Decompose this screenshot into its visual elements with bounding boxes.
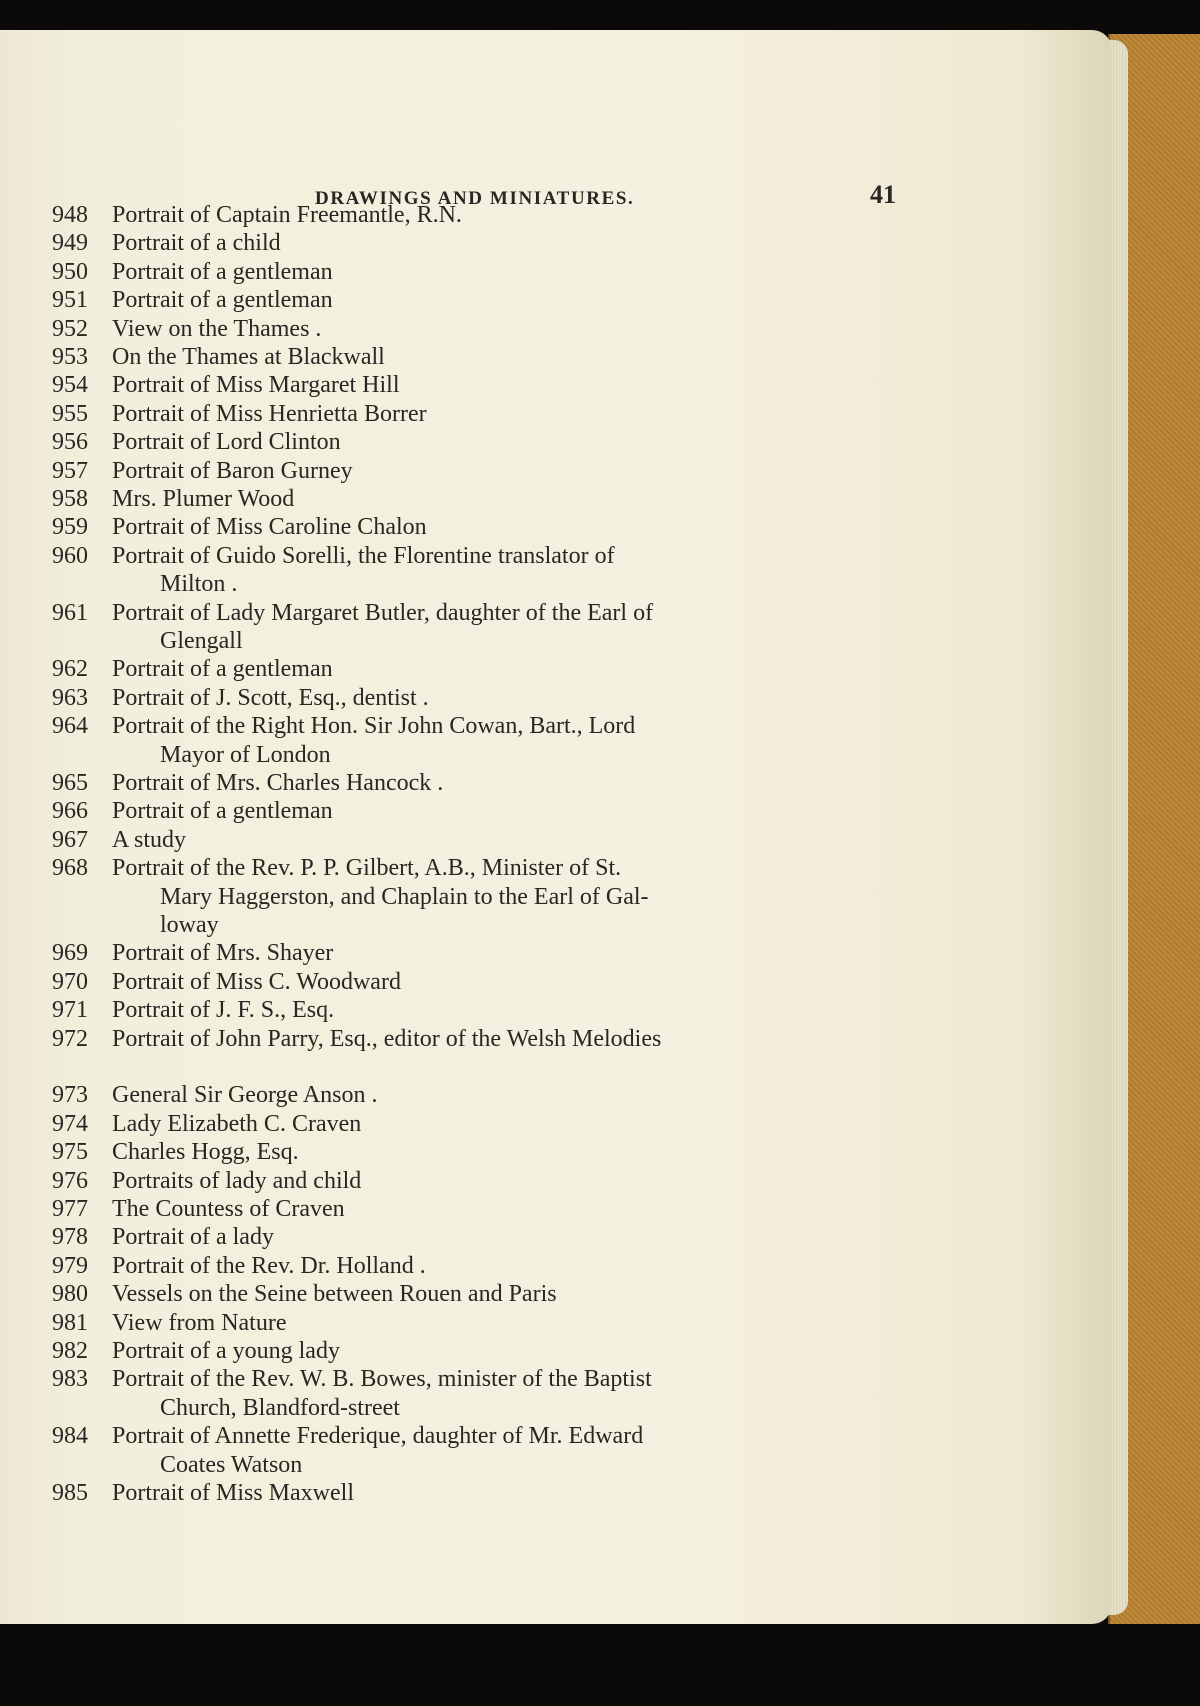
entry-title-line: loway — [160, 912, 219, 938]
entry-number: 969 — [52, 940, 88, 967]
entry-title-line: Portrait of Baron Gurney — [112, 457, 353, 484]
entry-title-line: Church, Blandford-street — [160, 1394, 400, 1421]
entry-title-line: Portrait of Mrs. Charles Hancock . — [112, 770, 444, 796]
entry-title-line: General Sir George Anson . — [112, 1082, 378, 1109]
entry-number: 964 — [52, 713, 88, 740]
entry-number: 980 — [52, 1281, 88, 1308]
entry-number: 967 — [52, 826, 88, 853]
entry-number: 972 — [52, 1025, 88, 1052]
entry-title-line: Portrait of Lady Margaret Butler, daughter of the Earl of — [112, 599, 654, 626]
entry-title-line: Charles Hogg, Esq. — [112, 1139, 299, 1166]
entry-title-line: View from Nature — [112, 1309, 287, 1336]
entry-title-line: Portrait of J. Scott, Esq., dentist . — [112, 684, 429, 711]
entry-number: 984 — [52, 1423, 88, 1450]
entry-title-line: Portrait of a gentleman — [112, 798, 333, 825]
entry-title-line: Portrait of Lord Clinton — [112, 429, 341, 456]
entry-number: 959 — [52, 514, 88, 541]
entry-number: 968 — [52, 855, 88, 882]
entry-title-line: Portrait of the Rev. P. P. Gilbert, A.B., Minister of St. — [112, 855, 622, 882]
entry-number: 985 — [52, 1480, 88, 1506]
entry-number: 970 — [52, 968, 88, 995]
entry-number: 956 — [52, 429, 88, 456]
entry-number: 978 — [52, 1224, 88, 1251]
entry-number: 963 — [52, 684, 88, 711]
entry-title-line: Portrait of the Rev. W. B. Bowes, minister of the Baptist — [112, 1366, 652, 1393]
entry-title-line: Mary Haggerston, and Chaplain to the Earl of Gal- — [160, 883, 649, 910]
entry-title-line: Portrait of a gentleman — [112, 258, 333, 285]
entry-title-line: On the Thames at Blackwall — [112, 344, 385, 370]
entry-title-line: Portrait of a young lady — [112, 1338, 340, 1364]
entry-title-line: Portrait of a lady — [112, 1224, 274, 1251]
entry-number: 965 — [52, 770, 88, 796]
entry-title-line: Portraits of lady and child — [112, 1167, 362, 1194]
entry-title-line: Portrait of a gentleman — [112, 287, 333, 314]
entry-title-line: Glengall — [160, 628, 243, 654]
entry-number: 971 — [52, 997, 88, 1024]
entry-title-line: Portrait of J. F. S., Esq. — [112, 997, 335, 1024]
entry-title-line: Portrait of Miss Maxwell — [112, 1480, 354, 1506]
entry-number: 966 — [52, 798, 88, 825]
entry-number: 973 — [52, 1082, 88, 1109]
entry-number: 982 — [52, 1338, 88, 1364]
entry-title-line: Portrait of Captain Freemantle, R.N. — [112, 202, 462, 228]
entry-number: 979 — [52, 1252, 88, 1279]
page-number: 41 — [870, 180, 896, 209]
entry-title-line: Portrait of a gentleman — [112, 656, 333, 683]
entry-title-line: Milton . — [160, 571, 238, 598]
entry-number: 975 — [52, 1139, 88, 1166]
entry-number: 977 — [52, 1196, 88, 1222]
entry-title-line: Portrait of John Parry, Esq., editor of the Welsh Melodies — [112, 1025, 662, 1052]
entry-number: 974 — [52, 1110, 88, 1137]
entry-title-line: Lady Elizabeth C. Craven — [112, 1110, 362, 1137]
entry-number: 957 — [52, 457, 88, 484]
entry-number: 962 — [52, 656, 88, 683]
entry-title-line: A study — [112, 826, 187, 853]
entry-title-line: Portrait of Miss Caroline Chalon — [112, 514, 427, 541]
entry-number: 954 — [52, 372, 88, 399]
entry-number: 960 — [52, 542, 88, 569]
entry-number: 950 — [52, 258, 88, 285]
entry-title-line: Vessels on the Seine between Rouen and Paris — [112, 1281, 557, 1308]
entry-number: 958 — [52, 486, 88, 512]
entry-number: 949 — [52, 230, 88, 257]
entry-title-line: Portrait of Annette Frederique, daughter of Mr. Edward — [112, 1423, 644, 1450]
entry-title-line: Portrait of the Right Hon. Sir John Cowan, Bart., Lord — [112, 713, 636, 740]
entry-number: 953 — [52, 344, 88, 370]
entry-title-line: Portrait of Miss Margaret Hill — [112, 372, 400, 399]
entry-number: 981 — [52, 1309, 88, 1336]
entry-number: 961 — [52, 599, 88, 626]
entry-title-line: View on the Thames . — [112, 315, 322, 342]
entry-title-line: Portrait of Mrs. Shayer — [112, 940, 334, 967]
page — [0, 30, 1112, 1624]
entry-number: 951 — [52, 287, 88, 314]
entry-number: 976 — [52, 1167, 88, 1194]
entry-number: 983 — [52, 1366, 88, 1393]
entry-number: 952 — [52, 315, 88, 342]
entry-title-line: Portrait of Miss C. Woodward — [112, 968, 401, 995]
entry-title-line: The Countess of Craven — [112, 1196, 345, 1222]
entry-number: 955 — [52, 400, 88, 427]
entry-number: 948 — [52, 202, 88, 228]
entry-title-line: Coates Watson — [160, 1451, 303, 1478]
running-title: DRAWINGS AND MINIATURES. — [315, 188, 635, 209]
entry-title-line: Portrait of the Rev. Dr. Holland . — [112, 1252, 426, 1279]
entry-title-line: Mayor of London — [160, 741, 331, 768]
entry-title-line: Portrait of Miss Henrietta Borrer — [112, 400, 427, 427]
entry-title-line: Portrait of a child — [112, 230, 281, 257]
entry-title-line: Mrs. Plumer Wood — [112, 486, 295, 512]
entry-title-line: Portrait of Guido Sorelli, the Florentine translator of — [112, 542, 615, 569]
